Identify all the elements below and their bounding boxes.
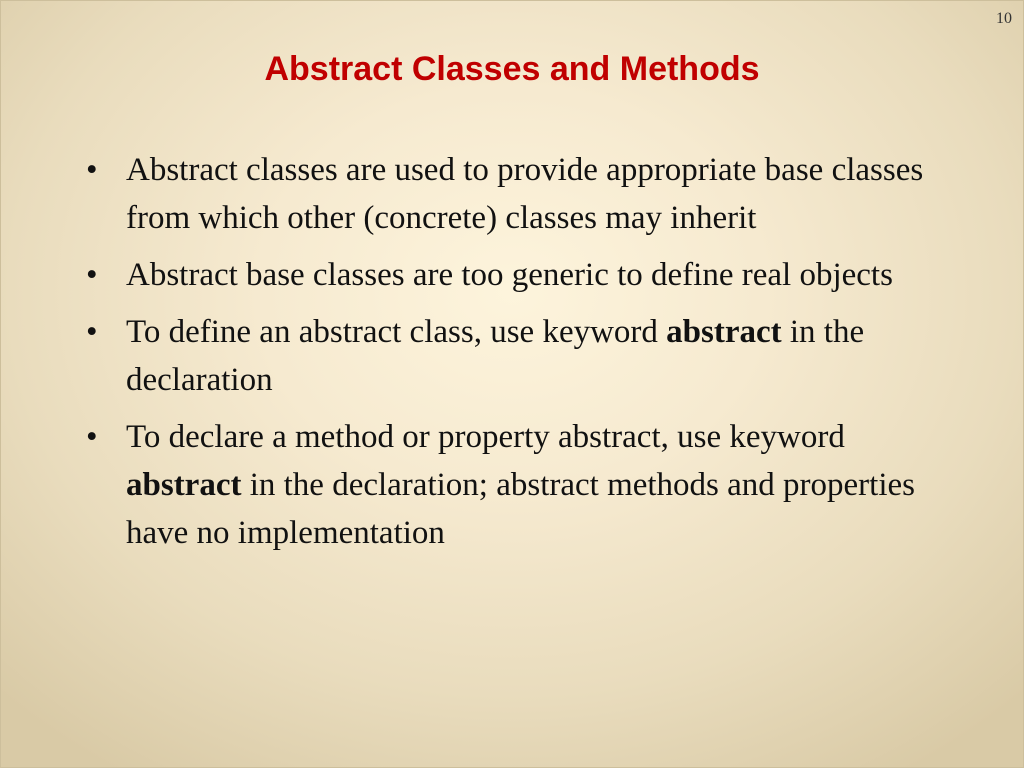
bullet-text-after: in the declaration; abstract methods and properties have no implementation — [126, 467, 915, 551]
bullet-item-3 — [84, 308, 944, 404]
bullet-text-before: To declare a method or property abstract, use keyword — [126, 419, 845, 455]
bullet-text-before: To define an abstract class, use keyword — [126, 314, 667, 350]
bullet-dot-icon: • — [86, 419, 98, 455]
bullet-list — [84, 146, 944, 566]
bullet-dot-icon: • — [86, 152, 98, 188]
bullet-text: Abstract classes are used to provide appropriate base classes from which other (concrete) classes may inherit — [126, 152, 924, 236]
bullet-text-after: in the declaration — [126, 314, 865, 398]
bullet-item-1 — [84, 146, 944, 242]
bullet-dot-icon: • — [86, 314, 98, 350]
keyword-abstract: abstract — [126, 467, 242, 503]
bullet-dot-icon: • — [86, 257, 98, 293]
bullet-item-2 — [84, 251, 944, 299]
page-number: 10 — [996, 10, 1012, 27]
bullet-text: Abstract base classes are too generic to define real objects — [126, 257, 893, 293]
bullet-item-4 — [84, 413, 944, 557]
keyword-abstract: abstract — [666, 314, 782, 350]
slide-title: Abstract Classes and Methods — [264, 50, 760, 88]
